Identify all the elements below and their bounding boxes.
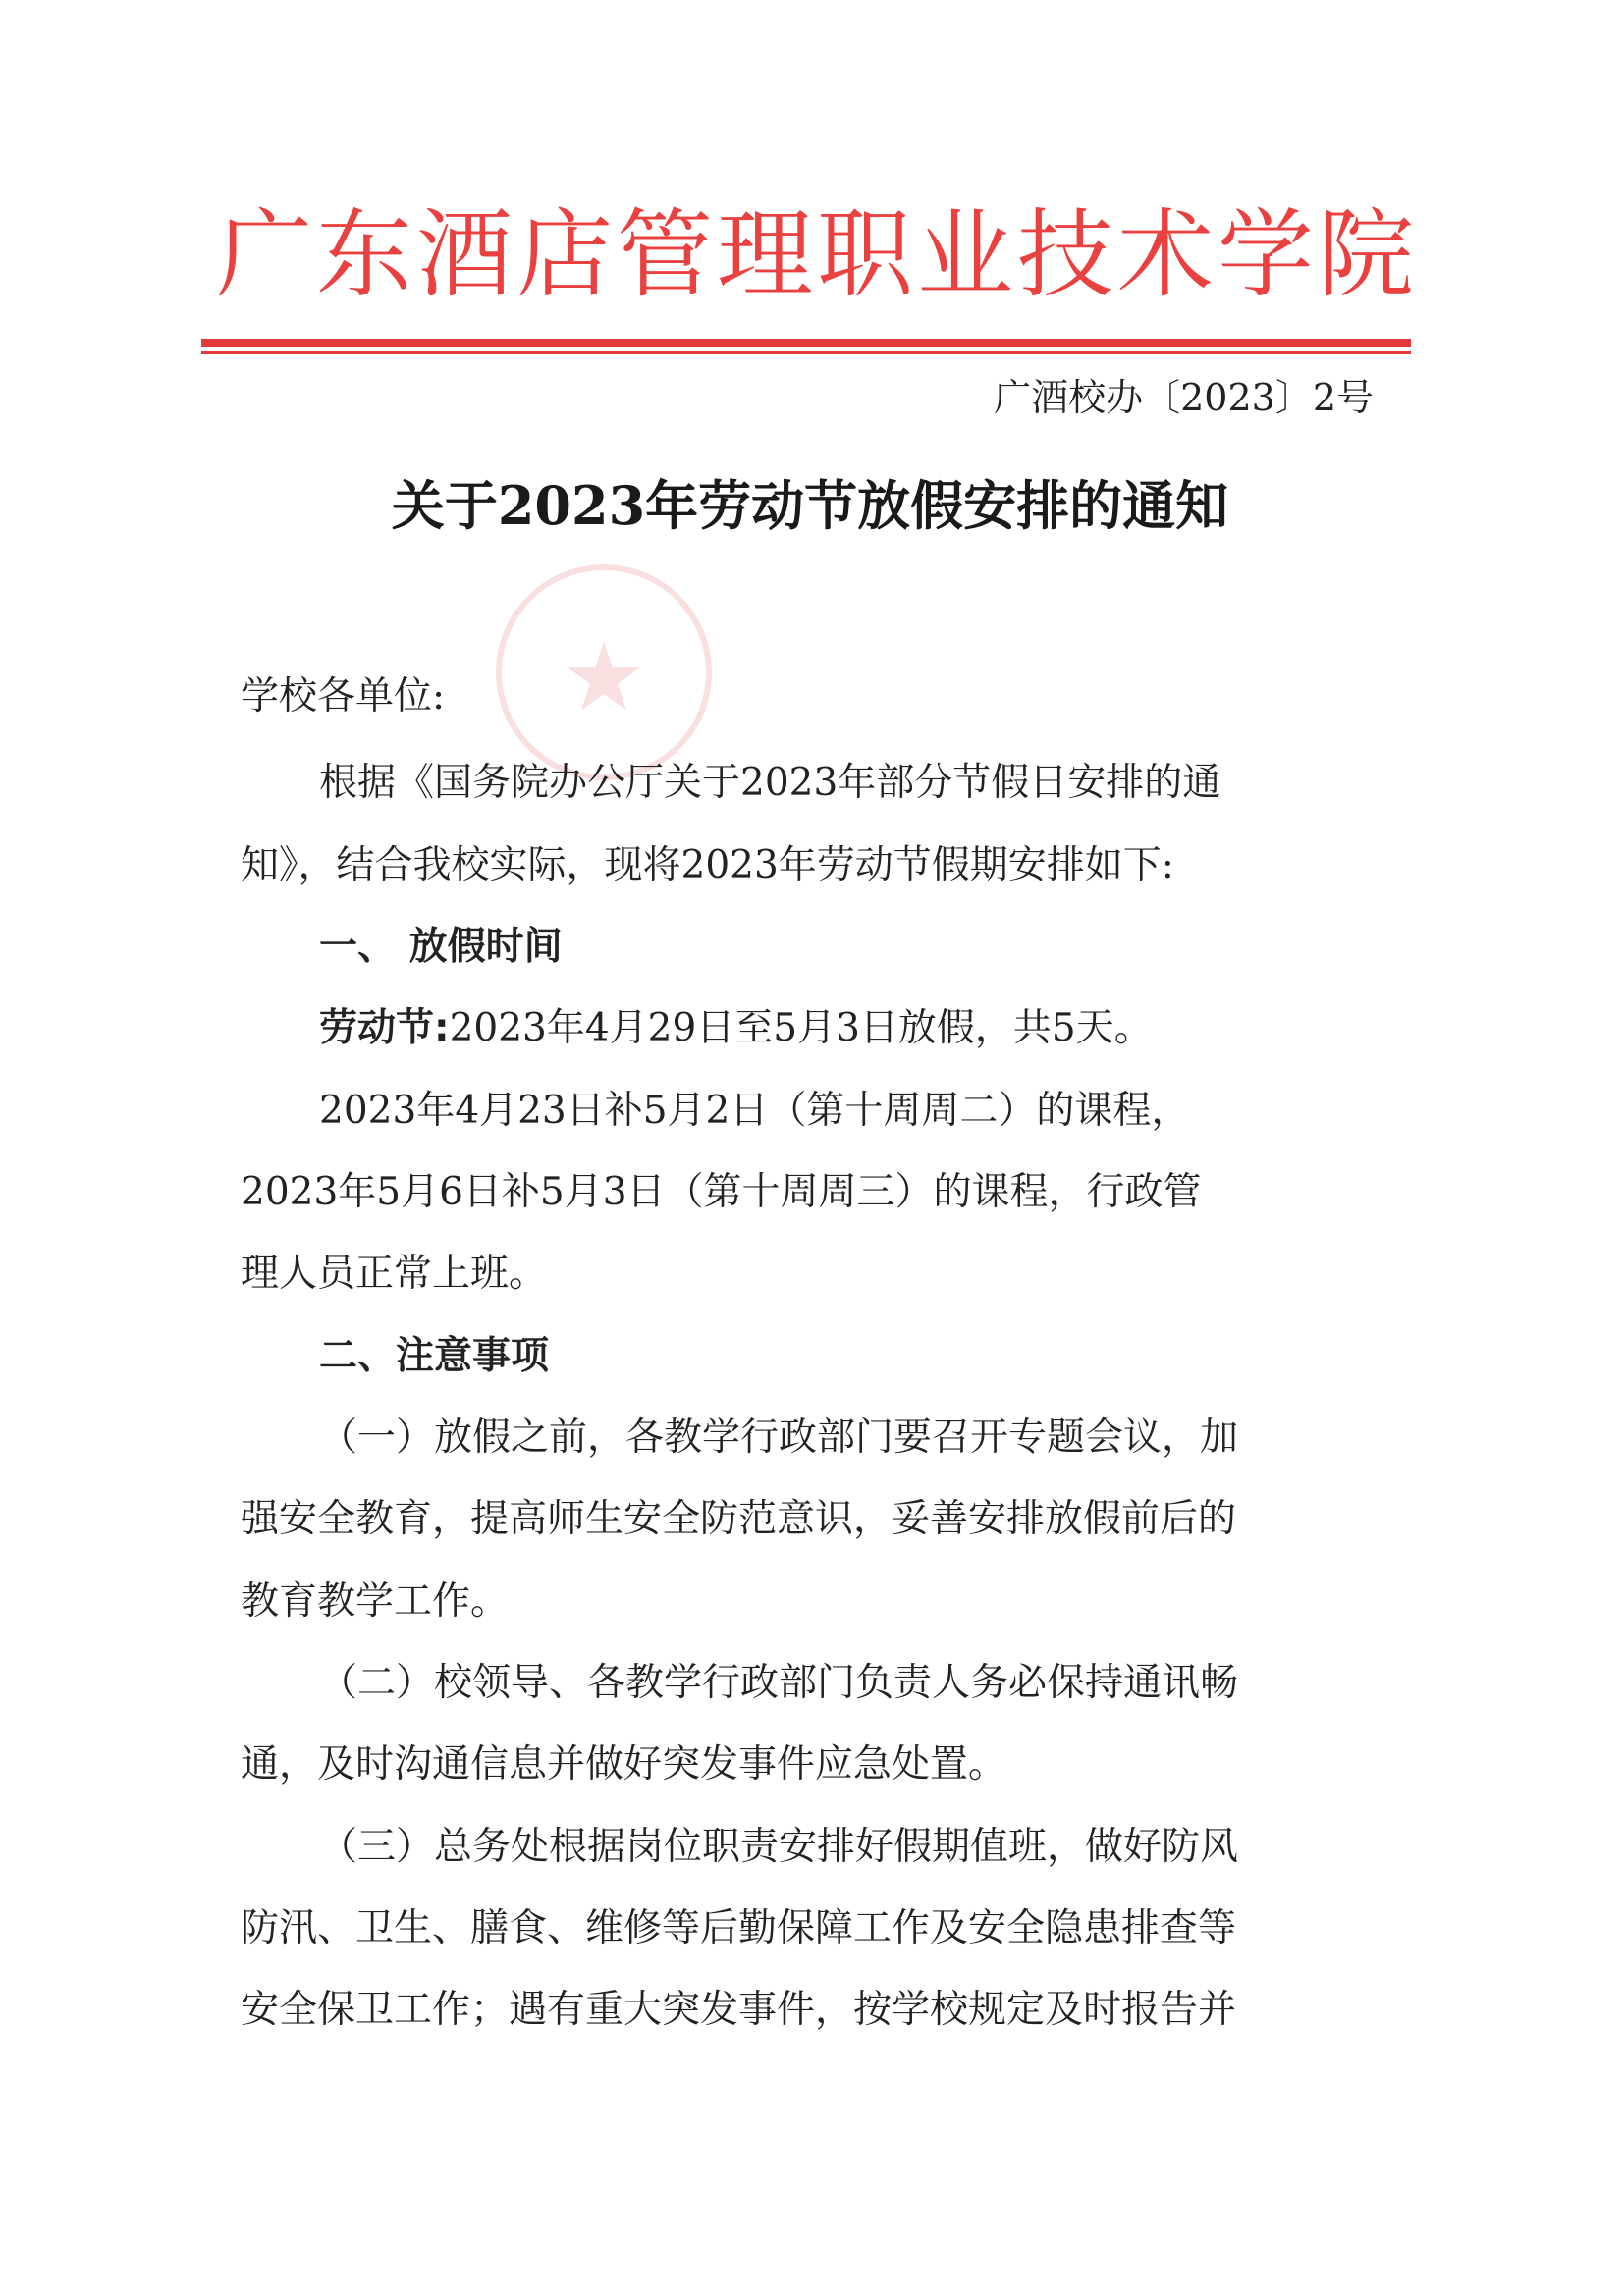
red-header-rule [201, 339, 1411, 347]
salutation: 学校各单位: [241, 674, 446, 719]
intro-line-2: 知》，结合我校实际，现将2023年劳动节假期安排如下: [241, 843, 1174, 887]
document-title: 关于2023年劳动节放假安排的通知 [391, 474, 1229, 537]
note-2-line-1: （二）校领导、各教学行政部门负责人务必保持通讯畅 [319, 1661, 1239, 1705]
note-1-line-3: 教育教学工作。 [241, 1579, 510, 1624]
document-number: 广酒校办〔2023〕2号 [994, 376, 1374, 419]
note-1-line-2: 强安全教育，提高师生安全防范意识，妥善安排放假前后的 [241, 1497, 1237, 1541]
makeup-line-2: 2023年5月6日补5月3日（第十周周三）的课程，行政管 [241, 1170, 1202, 1214]
makeup-line-3: 理人员正常上班。 [241, 1252, 548, 1296]
note-3-line-1: （三）总务处根据岗位职责安排好假期值班，做好防风 [319, 1825, 1239, 1869]
intro-line-1: 根据《国务院办公厅关于2023年部分节假日安排的通 [319, 761, 1221, 805]
holiday-label: 劳动节: [319, 1006, 450, 1050]
makeup-line-1: 2023年4月23日补5月2日（第十周周二）的课程， [319, 1089, 1190, 1133]
note-3-line-3: 安全保卫工作；遇有重大突发事件，按学校规定及时报告并 [241, 1988, 1237, 2032]
section-1-heading: 一、 放假时间 [319, 925, 563, 969]
institution-masthead: 广东酒店管理职业技术学院 [216, 199, 1419, 311]
note-2-line-2: 通，及时沟通信息并做好突发事件应急处置。 [241, 1742, 1007, 1787]
red-header-rule-thin [201, 351, 1411, 354]
seal-star-icon: ★ [561, 622, 647, 732]
note-1-line-1: （一）放假之前，各教学行政部门要召开专题会议，加 [319, 1415, 1239, 1460]
note-3-line-2: 防汛、卫生、膳食、维修等后勤保障工作及安全隐患排查等 [241, 1906, 1237, 1950]
holiday-text: 2023年4月29日至5月3日放假，共5天。 [449, 1006, 1153, 1050]
holiday-line [319, 999, 1153, 1058]
section-2-heading: 二、注意事项 [319, 1334, 550, 1378]
